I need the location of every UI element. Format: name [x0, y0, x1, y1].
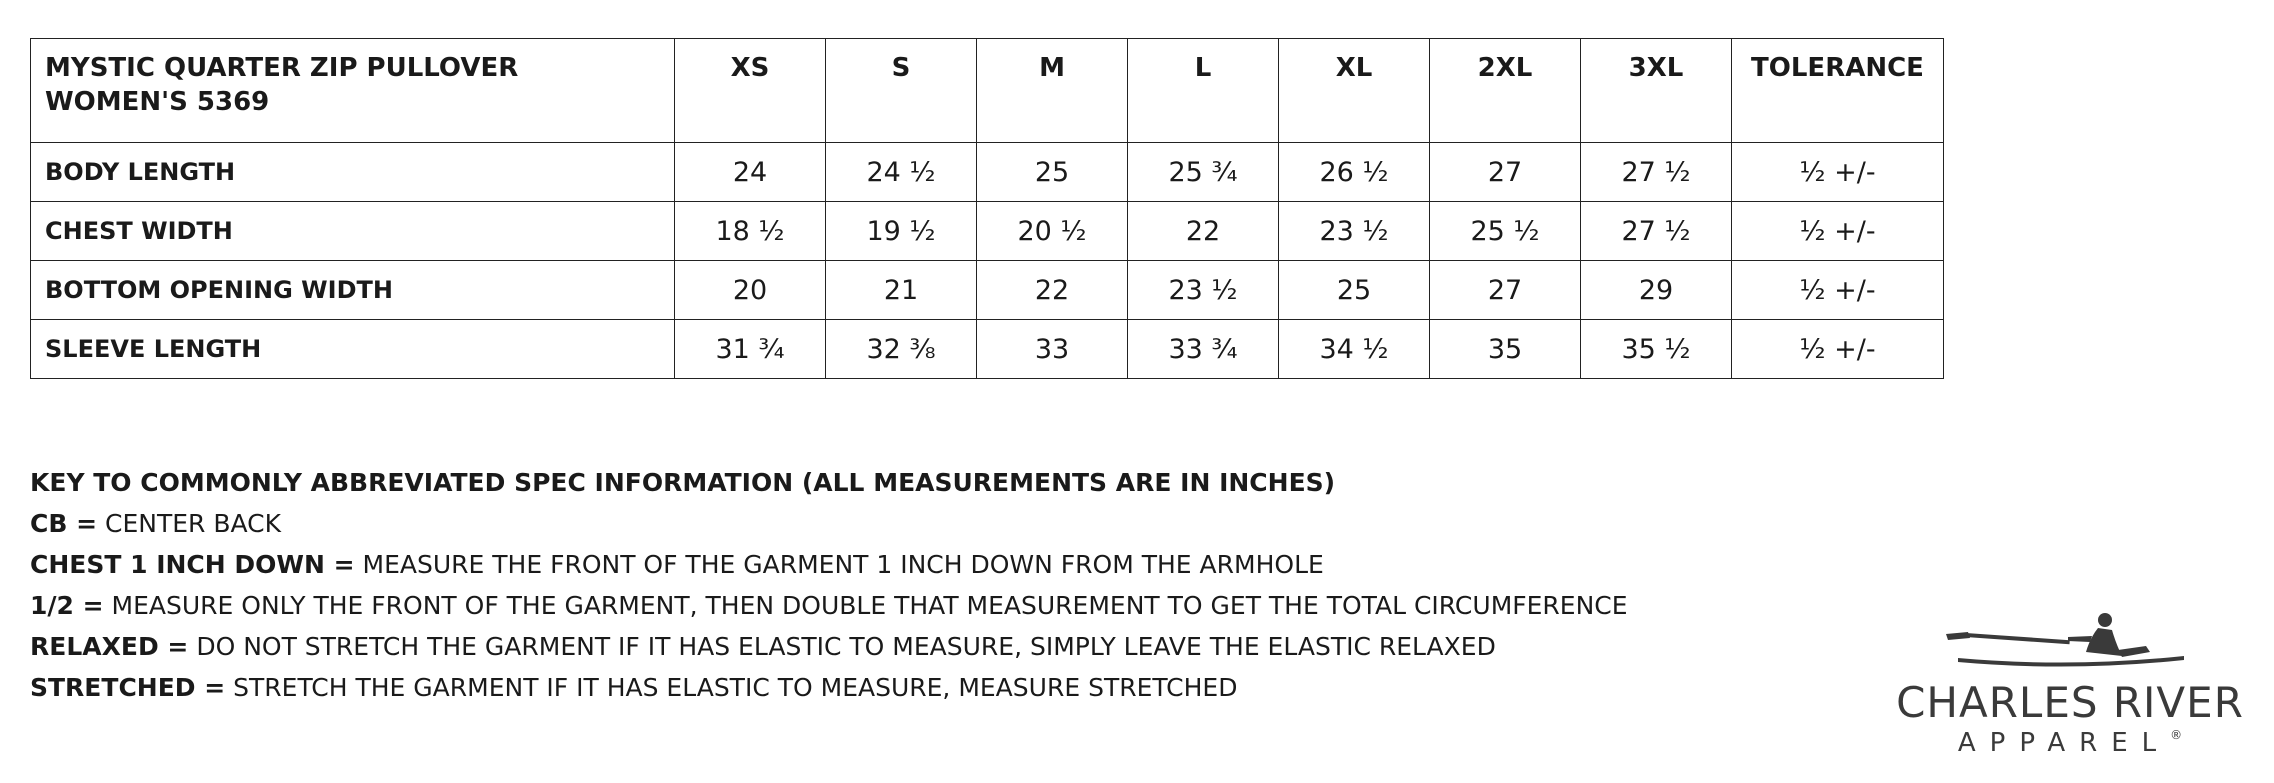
table-cell: 19 ½ — [826, 202, 977, 261]
brand-logo — [1880, 610, 2260, 760]
logo-sub-text: APPAREL — [1957, 728, 2171, 758]
table-cell: 20 — [675, 261, 826, 320]
table-row — [31, 143, 1944, 202]
product-title-line2: WOMEN'S 5369 — [45, 87, 270, 117]
spec-key — [30, 462, 1628, 708]
product-title — [31, 39, 675, 143]
key-term: STRETCHED = — [30, 673, 226, 702]
table-header-row — [31, 39, 1944, 143]
key-definition: CENTER BACK — [97, 509, 282, 538]
key-term: CHEST 1 INCH DOWN = — [30, 550, 355, 579]
key-term: 1/2 = — [30, 591, 104, 620]
table-cell: 24 ½ — [826, 143, 977, 202]
row-label: BOTTOM OPENING WIDTH — [31, 261, 675, 320]
table-cell: 27 ½ — [1581, 202, 1732, 261]
size-header: 2XL — [1430, 39, 1581, 143]
row-label: SLEEVE LENGTH — [31, 320, 675, 379]
table-cell: 21 — [826, 261, 977, 320]
table-row — [31, 320, 1944, 379]
size-header: 3XL — [1581, 39, 1732, 143]
table-cell: 25 — [1279, 261, 1430, 320]
row-label: BODY LENGTH — [31, 143, 675, 202]
table-cell: 27 — [1430, 143, 1581, 202]
key-heading: KEY TO COMMONLY ABBREVIATED SPEC INFORMATION (ALL MEASUREMENTS ARE IN INCHES) — [30, 468, 1336, 497]
tolerance-cell: ½ +/- — [1732, 320, 1944, 379]
table-cell: 31 ¾ — [675, 320, 826, 379]
table-cell: 23 ½ — [1279, 202, 1430, 261]
key-definition: MEASURE THE FRONT OF THE GARMENT 1 INCH DOWN FROM THE ARMHOLE — [354, 550, 1324, 579]
key-term: RELAXED = — [30, 632, 189, 661]
key-term: CB = — [30, 509, 98, 538]
table-cell: 26 ½ — [1279, 143, 1430, 202]
table-cell: 33 ¾ — [1128, 320, 1279, 379]
tolerance-cell: ½ +/- — [1732, 261, 1944, 320]
table-cell: 33 — [977, 320, 1128, 379]
key-item — [30, 544, 1628, 585]
table-cell: 24 — [675, 143, 826, 202]
logo-name: CHARLES RIVER — [1896, 678, 2244, 727]
size-header: S — [826, 39, 977, 143]
table-cell: 20 ½ — [977, 202, 1128, 261]
rower-icon — [1940, 610, 2200, 674]
product-title-line1: MYSTIC QUARTER ZIP PULLOVER — [45, 53, 519, 83]
table-cell: 35 ½ — [1581, 320, 1732, 379]
table-cell: 22 — [1128, 202, 1279, 261]
table-cell: 34 ½ — [1279, 320, 1430, 379]
table-cell: 25 ¾ — [1128, 143, 1279, 202]
table-cell: 27 ½ — [1581, 143, 1732, 202]
registered-mark: ® — [2170, 728, 2183, 742]
table-cell: 23 ½ — [1128, 261, 1279, 320]
key-item — [30, 585, 1628, 626]
tolerance-cell: ½ +/- — [1732, 143, 1944, 202]
table-cell: 18 ½ — [675, 202, 826, 261]
size-spec-table — [30, 38, 1944, 379]
size-header: XS — [675, 39, 826, 143]
key-definition: STRETCH THE GARMENT IF IT HAS ELASTIC TO MEASURE, MEASURE STRETCHED — [225, 673, 1238, 702]
key-item — [30, 667, 1628, 708]
tolerance-cell: ½ +/- — [1732, 202, 1944, 261]
table-cell: 25 ½ — [1430, 202, 1581, 261]
key-definition: DO NOT STRETCH THE GARMENT IF IT HAS ELASTIC TO MEASURE, SIMPLY LEAVE THE ELASTIC RELAXED — [188, 632, 1496, 661]
size-header: M — [977, 39, 1128, 143]
key-definition: MEASURE ONLY THE FRONT OF THE GARMENT, THEN DOUBLE THAT MEASUREMENT TO GET THE TOTAL CIRCUMFERENCE — [103, 591, 1628, 620]
table-cell: 29 — [1581, 261, 1732, 320]
tolerance-header: TOLERANCE — [1732, 39, 1944, 143]
table-cell: 35 — [1430, 320, 1581, 379]
row-label: CHEST WIDTH — [31, 202, 675, 261]
table-cell: 22 — [977, 261, 1128, 320]
key-item — [30, 503, 1628, 544]
table-row — [31, 261, 1944, 320]
key-item — [30, 626, 1628, 667]
size-header: L — [1128, 39, 1279, 143]
table-row — [31, 202, 1944, 261]
size-header: XL — [1279, 39, 1430, 143]
logo-sub — [1880, 728, 2260, 758]
table-cell: 32 ⅜ — [826, 320, 977, 379]
table-cell: 25 — [977, 143, 1128, 202]
table-cell: 27 — [1430, 261, 1581, 320]
